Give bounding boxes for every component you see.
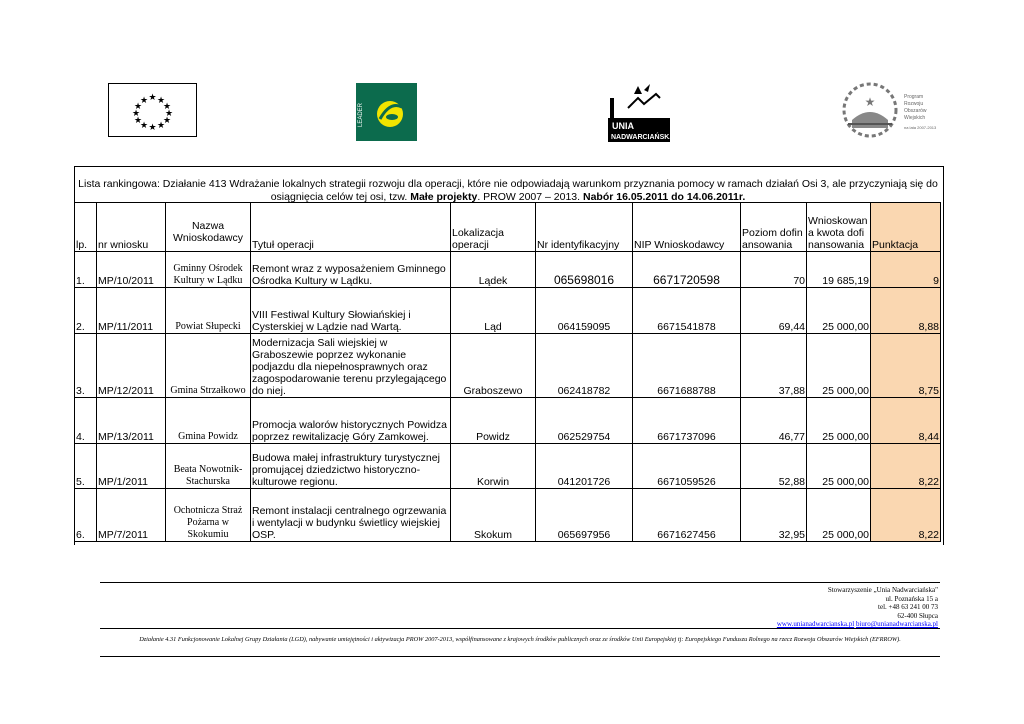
prow-logo bbox=[838, 78, 940, 140]
svg-text:★: ★ bbox=[133, 116, 143, 126]
svg-text:na lata 2007-2013: na lata 2007-2013 bbox=[904, 125, 937, 130]
eu-flag-logo bbox=[108, 83, 197, 137]
ranking-table bbox=[74, 202, 941, 542]
footer-divider-bottom bbox=[100, 656, 940, 657]
svg-text:★: ★ bbox=[164, 109, 174, 119]
footer-divider-middle bbox=[100, 628, 940, 629]
svg-text:Rozwoju: Rozwoju bbox=[904, 101, 924, 107]
svg-text:★: ★ bbox=[131, 109, 141, 119]
leader-logo bbox=[356, 83, 417, 141]
svg-text:Program: Program bbox=[904, 94, 924, 100]
header-punktacja: Punktacja bbox=[871, 203, 941, 252]
svg-text:★: ★ bbox=[162, 116, 172, 126]
ranking-list-title bbox=[74, 178, 942, 204]
table-row: 5. MP/1/2011 Beata Nowotnik-Stachurska Budowa małej infrastruktury turystycznej promującej dziedzictwo historyczno-kulturowe regionu. Korwin 041201726 6671059526 52,88 25 000,00 8,22 bbox=[75, 444, 941, 489]
footer-divider-top bbox=[100, 582, 940, 583]
header-nr-identyfikacyjny: Nr identyfikacyjny bbox=[536, 203, 633, 252]
header-tytul-operacji: Tytuł operacji bbox=[251, 203, 451, 252]
header-lp: lp. bbox=[75, 203, 97, 252]
svg-text:★: ★ bbox=[162, 102, 172, 112]
footer-funding-note: Działanie 4.31 Funkcjonowanie Lokalnej Grupy Działania (LGD), nabywanie umiejętności i aktywizacja PROW 2007-2013, współfinansowane z krajowych środków publicznych oraz ze środków Unii Europejskiej tj: Europejskiego Funduszu Rolnego na rzecz Rozwoju Obszarów Wiejskich (EFRROW). bbox=[139, 636, 901, 643]
table-row: 3. MP/12/2011 Gmina Strzałkowo Modernizacja Sali wiejskiej w Graboszewie poprzez wykonanie podjazdu dla niepełnosprawnych oraz zagospodarowanie terenu przylegającego do niej. Graboszewo 062418782 6671688788 37,88 25 000,00 8,75 bbox=[75, 334, 941, 398]
header-nip: NIP Wnioskodawcy bbox=[633, 203, 741, 252]
svg-text:Wiejskich: Wiejskich bbox=[904, 115, 926, 121]
table-row: 4. MP/13/2011 Gmina Powidz Promocja walorów historycznych Powidza poprzez rewitalizację Góry Zamkowej. Powidz 062529754 6671737096 46,77 25 000,00 8,44 bbox=[75, 398, 941, 444]
svg-text:★: ★ bbox=[156, 121, 166, 131]
header-nr-wniosku: nr wniosku bbox=[97, 203, 166, 252]
table-row: 2. MP/11/2011 Powiat Słupecki VIII Festiwal Kultury Słowiańskiej i Cysterskiej w Lądzie nad Wartą. Ląd 064159095 6671541878 69,44 25 000,00 8,88 bbox=[75, 288, 941, 334]
svg-text:★: ★ bbox=[139, 96, 149, 106]
svg-text:Obszarów: Obszarów bbox=[904, 108, 927, 114]
unia-nadwarcianska-logo bbox=[604, 80, 674, 142]
svg-text:★: ★ bbox=[864, 95, 876, 109]
title-line-1: Lista rankingowa: Działanie 413 Wdrażanie lokalnych strategii rozwoju dla operacji, które nie odpowiadają warunkom przyznania pomocy w ramach działań Osi 3, ale przyczyniają się do bbox=[78, 178, 938, 190]
header-poziom-dofinansowania: Poziom dofinansowania bbox=[741, 203, 807, 252]
svg-text:★: ★ bbox=[148, 93, 157, 103]
table-row: 1. MP/10/2011 Gminny Ośrodek Kultury w Lądku Remont wraz z wyposażeniem Gminnego Ośrodka Kultury w Lądku. Lądek 065698016 6671720598 70 19 685,19 9 bbox=[75, 252, 941, 288]
header-nazwa-wnioskodawcy: Nazwa Wnioskodawcy bbox=[166, 203, 251, 252]
footer-address: Stowarzyszenie „Unia Nadwarciańska" ul. Poznańska 15 a tel. +48 63 241 00 73 62-400 Słupca www.unianadwarcianska.pl biuro@unianadwarcianska.pl bbox=[776, 586, 938, 628]
svg-text:★: ★ bbox=[139, 121, 149, 131]
table-row: 6. MP/7/2011 Ochotnicza Straż Pożarna w Skokumiu Remont instalacji centralnego ogrzewania i wentylacji w budynku świetlicy wiejskiej OSP. Skokum 065697956 6671627456 32,95 25 000,00 8,22 bbox=[75, 489, 941, 542]
svg-text:★: ★ bbox=[148, 123, 157, 133]
website-link[interactable]: www.unianadwarcianska.pl bbox=[776, 620, 855, 628]
header-lokalizacja: Lokalizacja operacji bbox=[451, 203, 536, 252]
svg-text:★: ★ bbox=[156, 96, 166, 106]
title-line-2: osiągnięcia celów tej osi, tzw. Małe projekty. PROW 2007 – 2013. Nabór 16.05.2011 do 14.06.2011r. bbox=[270, 191, 746, 203]
table-header-row bbox=[75, 203, 941, 252]
svg-text:★: ★ bbox=[133, 102, 143, 112]
svg-text:NADWARCIAŃSKA: NADWARCIAŃSKA bbox=[611, 134, 674, 141]
svg-text:UNIA: UNIA bbox=[612, 121, 634, 131]
svg-text:LEADER: LEADER bbox=[358, 102, 364, 127]
email-link[interactable]: biuro@unianadwarcianska.pl bbox=[855, 620, 938, 628]
header-wnioskowana-kwota: Wnioskowana kwota dofinansowania bbox=[807, 203, 871, 252]
